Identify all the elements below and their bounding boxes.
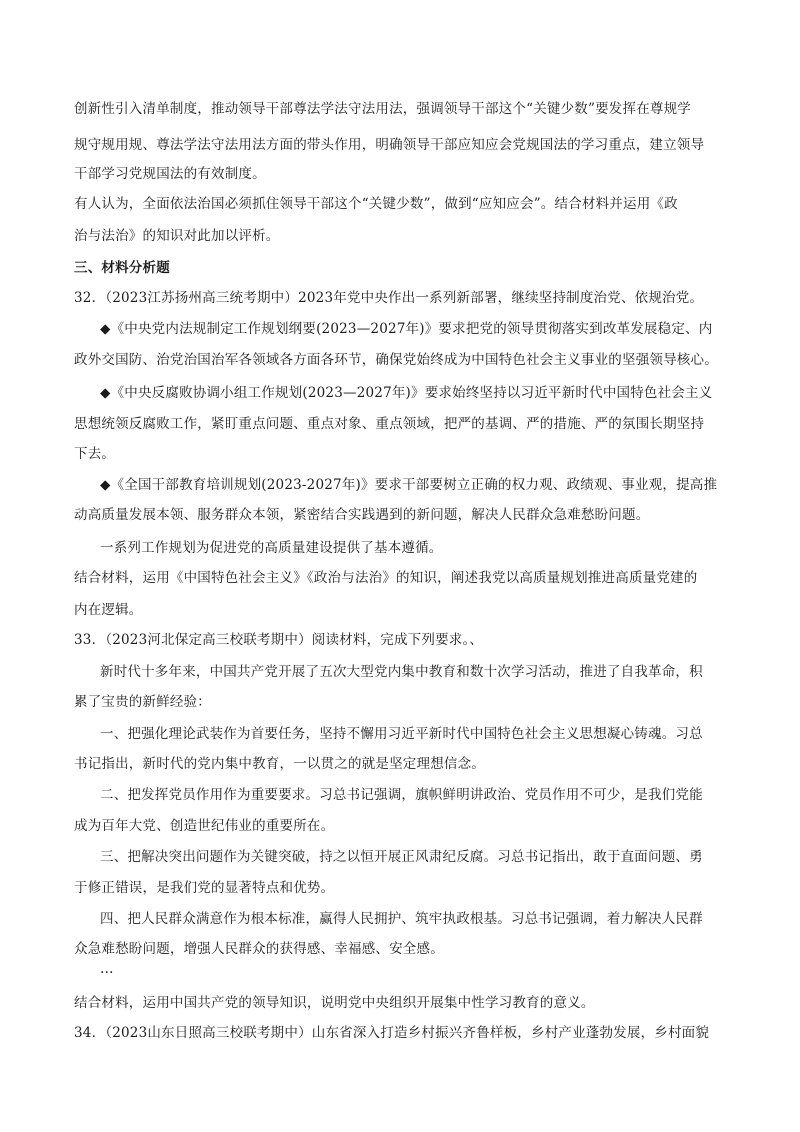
text-line: ◆《中央党内法规制定工作规划纲要(2023—2027年)》要求把党的领导贯彻落实到改革发展稳定、内 bbox=[100, 321, 713, 337]
text-line: 新时代十多年来，中国共产党开展了五次大型党内集中教育和数十次学习活动，推进了自我革命，积 bbox=[100, 664, 703, 680]
text-line: 一、把强化理论武装作为首要任务，坚持不懈用习近平新时代中国特色社会主义思想凝心铸魂。习总 bbox=[100, 726, 703, 742]
text-line: 累了宝贵的新鲜经验： bbox=[74, 694, 211, 710]
section-heading: 三、材料分析题 bbox=[74, 260, 170, 276]
question-32-prompt: 结合材料，运用《中国特色社会主义》《政治与法治》的知识，阐述我党以高质量规划推进高质量党建的 bbox=[74, 570, 698, 586]
question-32-stem: 32．（2023江苏扬州高三统考期中）2023年党中央作出一系列新部署，继续坚持制度治党、依规治党。 bbox=[74, 290, 704, 306]
ellipsis: … bbox=[100, 961, 114, 977]
text-line: 书记指出，新时代的党内集中教育，一以贯之的就是坚定理想信念。 bbox=[74, 756, 485, 772]
text-line: 四、把人民群众满意作为根本标准，赢得人民拥护、筑牢执政根基。习总书记强调，着力解决人民群 bbox=[100, 911, 703, 927]
text-line: 规守规用规、尊法学法守法用法方面的带头作用，明确领导干部应知应会党规国法的学习重点，建立领导 bbox=[74, 137, 705, 153]
question-34-stem: 34．（2023山东日照高三校联考期中）山东省深入打造乡村振兴齐鲁样板，乡村产业蓬勃发展，乡村面貌 bbox=[74, 1025, 710, 1041]
text-line: 下去。 bbox=[74, 446, 116, 462]
text-line: ◆《全国干部教育培训规划(2023-2027年)》要求干部要树立正确的权力观、政绩观、事业观，提高推 bbox=[100, 477, 718, 493]
text-line: 干部学习党规国法的有效制度。 bbox=[74, 166, 266, 182]
text-line: 于修正错误，是我们党的显著特点和优势。 bbox=[74, 880, 335, 896]
text-line: 二、把发挥党员作用作为重要要求。习总书记强调，旗帜鲜明讲政治、党员作用不可少，是我们党能 bbox=[100, 787, 703, 803]
text-line: 三、把解决突出问题作为关键突破，持之以恒开展正风肃纪反腐。习总书记指出，敢于直面问题、勇 bbox=[100, 849, 703, 865]
text-line: 内在逻辑。 bbox=[74, 602, 143, 618]
question-33-stem: 33．（2023河北保定高三校联考期中）阅读材料，完成下列要求。、 bbox=[74, 632, 484, 648]
text-line: 有人认为，全面依法治国必须抓住领导干部这个“关键少数”，做到“应知应会”。结合材料并运用《政 bbox=[74, 196, 678, 212]
question-33-prompt: 结合材料，运用中国共产党的领导知识，说明党中央组织开展集中性学习教育的意义。 bbox=[74, 995, 595, 1011]
text-line: 思想统领反腐败工作，紧盯重点问题、重点对象、重点领域，把严的基调、严的措施、严的氛围长期坚持 bbox=[74, 416, 705, 432]
text-line: 创新性引入清单制度，推动领导干部尊法学法守法用法，强调领导干部这个“关键少数”要发挥在尊规学 bbox=[74, 101, 692, 117]
text-line: ◆《中央反腐败协调小组工作规划(2023—2027年)》要求始终坚持以习近平新时代中国特色社会主义 bbox=[100, 385, 713, 401]
text-line: 治与法治》的知识对此加以评析。 bbox=[74, 228, 280, 244]
text-line: 动高质量发展本领、服务群众本领，紧密结合实践遇到的新问题，解决人民群众急难愁盼问题。 bbox=[74, 507, 650, 523]
text-line: 政外交国防、治党治国治军各领域各方面各环节，确保党始终成为中国特色社会主义事业的坚强领导核心。 bbox=[74, 352, 718, 368]
text-line: 成为百年大党、创造世纪伟业的重要所在。 bbox=[74, 818, 335, 834]
text-line: 一系列工作规划为促进党的高质量建设提供了基本遵循。 bbox=[100, 540, 443, 556]
text-line: 众急难愁盼问题，增强人民群众的获得感、幸福感、安全感。 bbox=[74, 941, 444, 957]
